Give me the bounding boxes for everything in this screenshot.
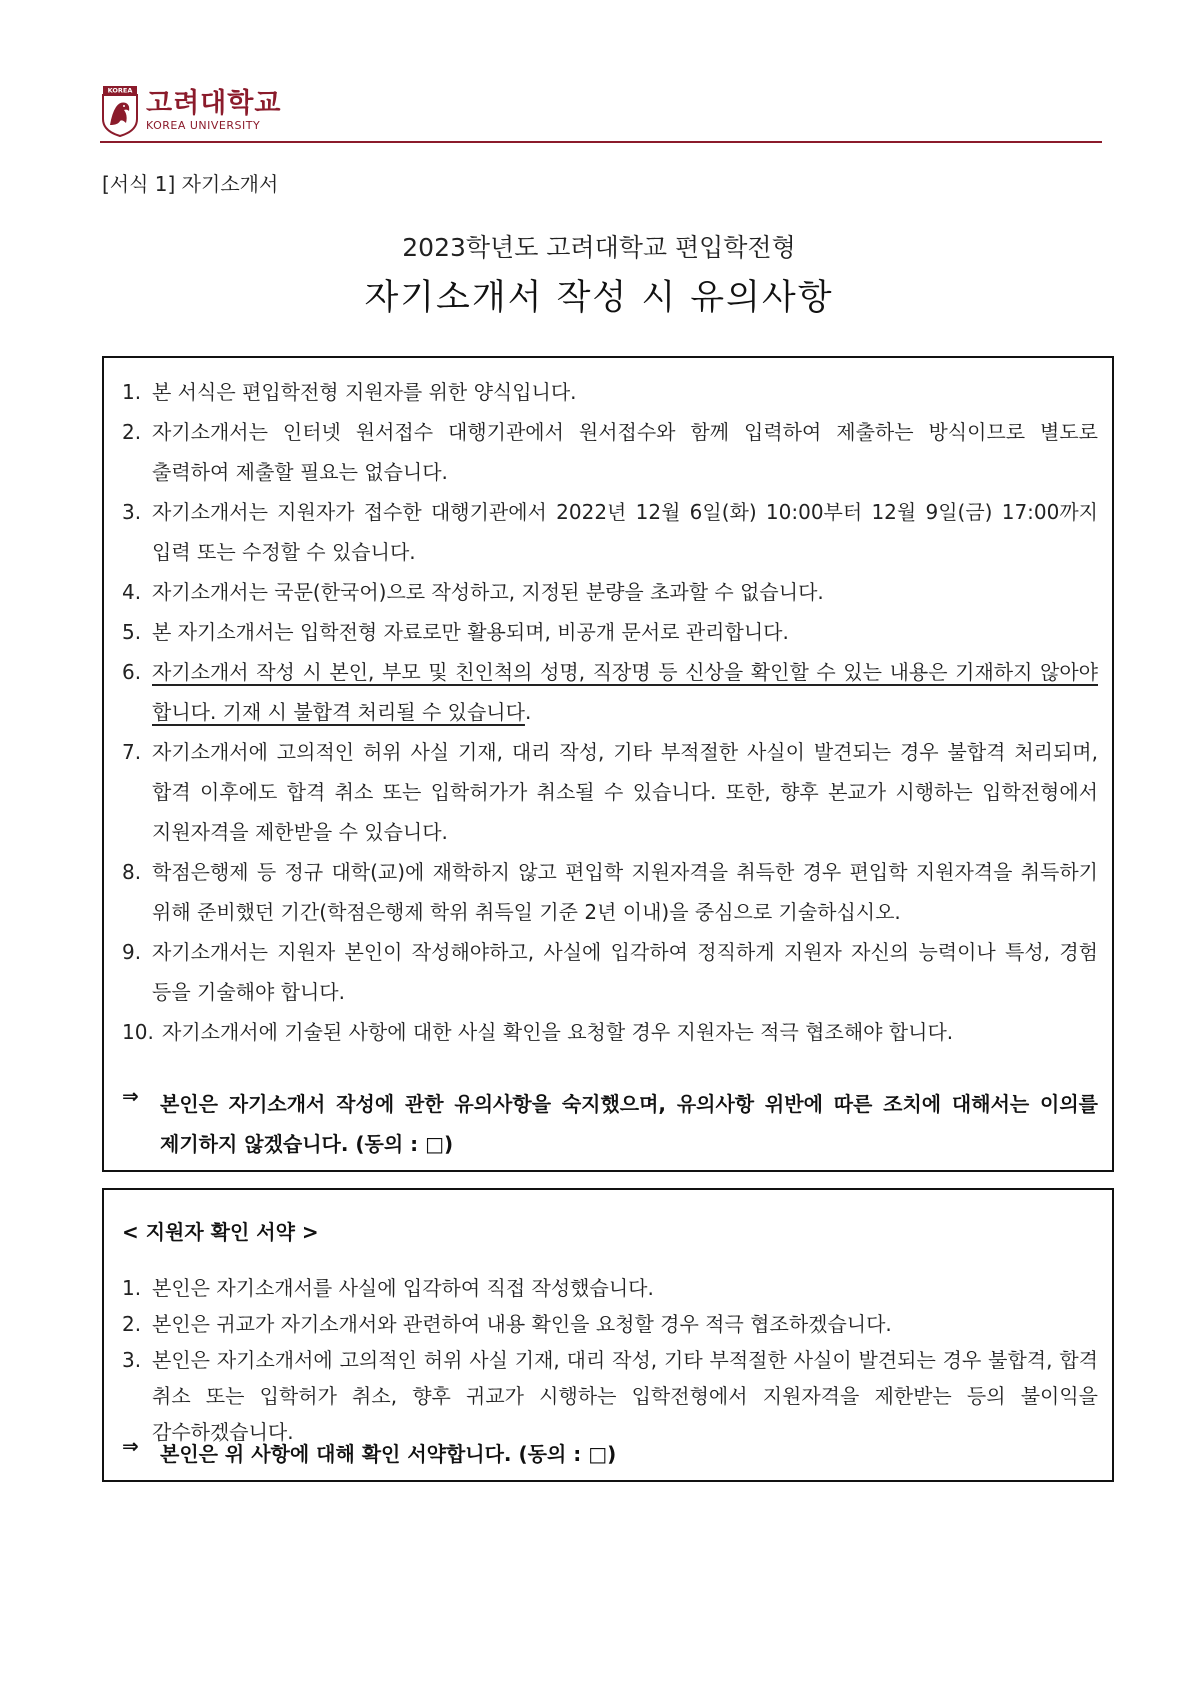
notice-item (122, 372, 1098, 412)
item-number: 1. (122, 1276, 142, 1300)
notice-item (122, 412, 1098, 492)
item-text: 본인은 자기소개서에 고의적인 허위 사실 기재, 대리 작성, 기타 부적절한 사실이 발견되는 경우 불합격, 합격 취소 또는 입학허가 취소, 향후 귀교가 시행하는 입학전형에서 지원자격을 제한받는 등의 불이익을 감수하겠습니다. (152, 1348, 1098, 1444)
pledge-list (122, 1270, 1098, 1450)
form-label: [서식 1] 자기소개서 (102, 172, 279, 196)
pledge-heading: < 지원자 확인 서약 > (122, 1220, 319, 1244)
pledge-item (122, 1270, 1098, 1306)
item-text: 자기소개서에 고의적인 허위 사실 기재, 대리 작성, 기타 부적절한 사실이 발견되는 경우 불합격 처리되며, 합격 이후에도 합격 취소 또는 입학허가가 취소될 수 있습니다. 또한, 향후 본교가 시행하는 입학전형에서 지원자격을 제한받을 수 있습니다. (152, 740, 1098, 844)
notice-item (122, 932, 1098, 1012)
item-number: 2. (122, 420, 142, 444)
item-number: 1. (122, 380, 142, 404)
item-number: 6. (122, 660, 142, 684)
logo-korean-text: 고려대학교 (146, 88, 282, 119)
pledge-box (102, 1188, 1114, 1482)
notice-item (122, 1012, 1098, 1052)
item-number: 3. (122, 1348, 142, 1372)
item-text: 본인은 자기소개서를 사실에 입각하여 직접 작성했습니다. (152, 1276, 654, 1300)
item-text: 본인은 귀교가 자기소개서와 관련하여 내용 확인을 요청할 경우 적극 협조하겠습니다. (152, 1312, 892, 1336)
arrow-icon: ⇒ (122, 1084, 139, 1108)
item-text: 자기소개서에 기술된 사항에 대한 사실 확인을 요청할 경우 지원자는 적극 협조해야 합니다. (162, 1020, 954, 1044)
item-text-tail: . (524, 700, 532, 724)
pledge-agreement (122, 1434, 1098, 1474)
item-text-underlined: 자기소개서 작성 시 본인, 부모 및 친인척의 성명, 직장명 등 신상을 확인할 수 있는 내용은 기재하지 않아야 합니다. 기재 시 불합격 처리될 수 있습니다 (152, 660, 1098, 724)
notice-item (122, 852, 1098, 932)
svg-text:KOREA: KOREA (107, 86, 133, 95)
item-number: 2. (122, 1312, 142, 1336)
document-subtitle: 2023학년도 고려대학교 편입학전형 (402, 233, 796, 262)
item-text: 본 자기소개서는 입학전형 자료로만 활용되며, 비공개 문서로 관리합니다. (152, 620, 789, 644)
item-text: 자기소개서는 지원자가 접수한 대행기관에서 2022년 12월 6일(화) 10:00부터 12월 9일(금) 17:00까지 입력 또는 수정할 수 있습니다. (152, 500, 1098, 564)
arrow-icon: ⇒ (122, 1434, 139, 1458)
item-text: 학점은행제 등 정규 대학(교)에 재학하지 않고 편입학 지원자격을 취득한 경우 편입학 지원자격을 취득하기 위해 준비했던 기간(학점은행제 학위 취득일 기준 2년 이내)을 중심으로 기술하십시오. (152, 860, 1098, 924)
item-text: 본 서식은 편입학전형 지원자를 위한 양식입니다. (152, 380, 577, 404)
pledge-item (122, 1306, 1098, 1342)
item-number: 4. (122, 580, 142, 604)
notice-list (122, 372, 1098, 1052)
agreement-text: 본인은 위 사항에 대해 확인 서약합니다. (동의 : □) (160, 1442, 617, 1466)
university-seal-icon (102, 85, 138, 137)
item-number: 7. (122, 740, 142, 764)
notice-item (122, 732, 1098, 852)
item-number: 3. (122, 500, 142, 524)
logo-english-text: KOREA UNIVERSITY (146, 119, 261, 132)
item-number: 10. (122, 1020, 154, 1044)
header-divider (100, 141, 1102, 143)
document-title: 자기소개서 작성 시 유의사항 (364, 278, 834, 318)
notice-item-underlined (122, 652, 1098, 732)
notice-item (122, 572, 1098, 612)
item-number: 9. (122, 940, 142, 964)
notice-item (122, 492, 1098, 572)
notice-box (102, 356, 1114, 1172)
item-text: 자기소개서는 인터넷 원서접수 대행기관에서 원서접수와 함께 입력하여 제출하는 방식이므로 별도로 출력하여 제출할 필요는 없습니다. (152, 420, 1098, 484)
notice-agreement (122, 1084, 1098, 1164)
item-number: 8. (122, 860, 142, 884)
item-text: 자기소개서는 지원자 본인이 작성해야하고, 사실에 입각하여 정직하게 지원자 자신의 능력이나 특성, 경험 등을 기술해야 합니다. (152, 940, 1098, 1004)
agreement-text: 본인은 자기소개서 작성에 관한 유의사항을 숙지했으며, 유의사항 위반에 따른 조치에 대해서는 이의를 제기하지 않겠습니다. (동의 : □) (160, 1092, 1098, 1156)
notice-item (122, 612, 1098, 652)
university-logo (102, 82, 281, 140)
item-number: 5. (122, 620, 142, 644)
item-text: 자기소개서는 국문(한국어)으로 작성하고, 지정된 분량을 초과할 수 없습니다. (152, 580, 824, 604)
